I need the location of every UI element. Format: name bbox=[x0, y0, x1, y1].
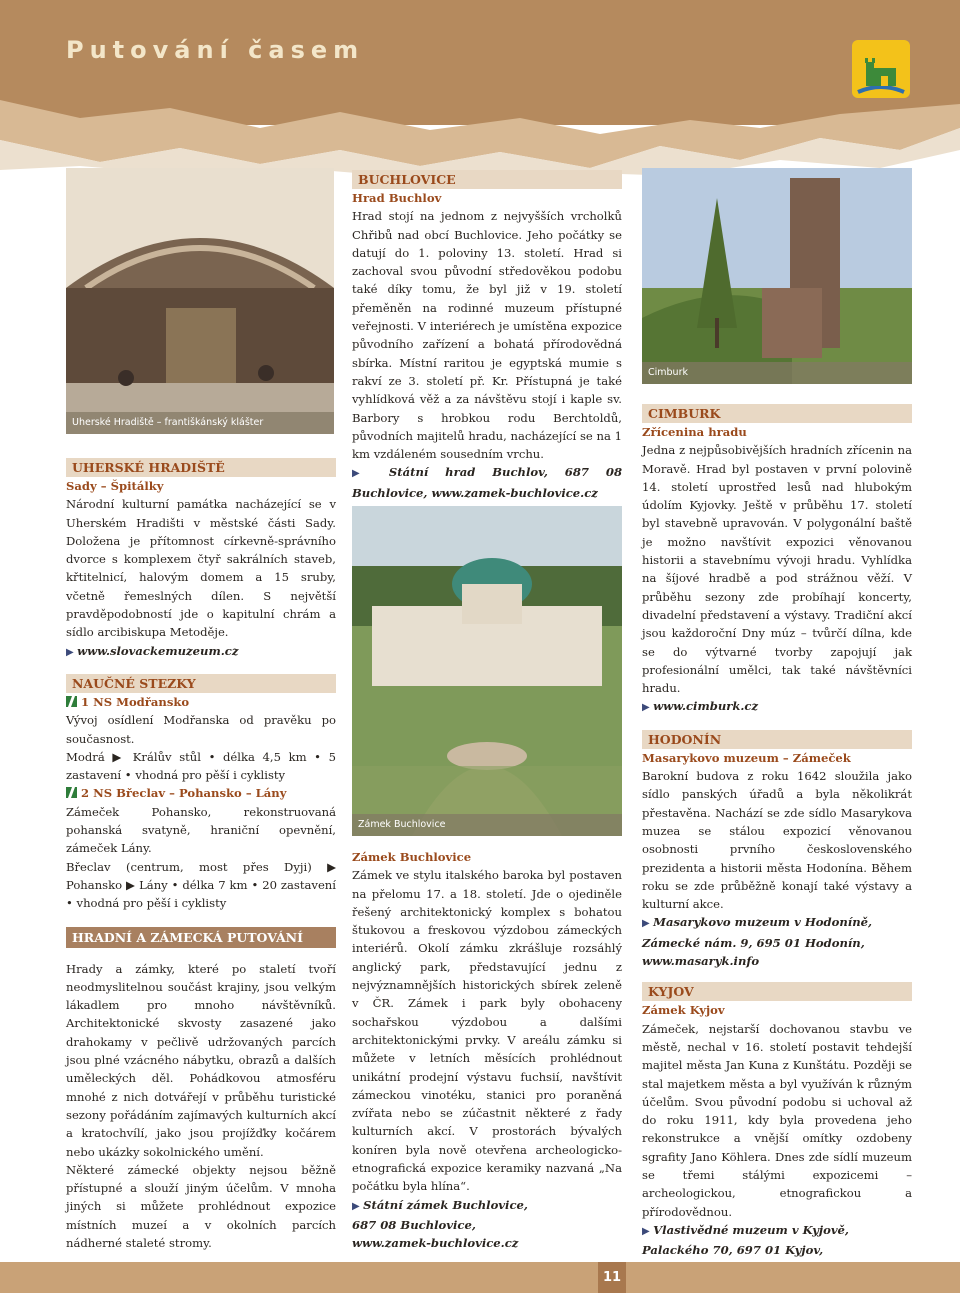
kyjov-address: Palackého 70, 697 01 Kyjov, bbox=[642, 1243, 824, 1258]
arrow-right-icon: ▶ bbox=[352, 1200, 364, 1212]
section-heading-hodonin: HODONÍN bbox=[642, 730, 912, 749]
uherske-hradiste-text: Národní kulturní památka nacházející se v Uherském Hradišti v městské části Sady. Doložena je přítomnost církevně-správního dvorce s komplexem čtyř sakrálních staveb, křtitelnicí, halovým domem a 15 sruby, včetně řemeslných dílen. S největší pravděpodobností jde o kapitulní chrám a sídlo arcibiskupa Metoděje. bbox=[66, 497, 336, 640]
hodonin-address: Zámecké nám. 9, 695 01 Hodonín, bbox=[642, 935, 865, 950]
trail-1-route: Modrá ▶ Králův stůl • délka 4,5 km • 5 zastavení • vhodná pro pěší i cyklisty bbox=[66, 749, 336, 783]
link-cimburk[interactable]: ▶ www.cimburk.cz bbox=[642, 699, 759, 714]
trail-2-title: 2 NS Břeclav – Pohansko – Lány bbox=[66, 784, 336, 802]
castles-text-1: Hrady a zámky, které po staletí tvoří neodmyslitelnou součást krajiny, jsou velkým lákadlem pro mnoho návštěvníků. Architektonické skvosty zasazené jako drahokamy v pečlivě udržovaných parcích jsou plné vzácného nábytku, obrazů a dalších uměleckých děl. Pohádkovou atmosféru mnohé z nich dotvářejí v průběhu turistické sezony pořádáním zajímavých kulturních akcí a kratochvílí, jako jsou projížďky kočárem nebo ukázky sokolnického umění. bbox=[66, 961, 336, 1159]
subheading-zricenina-hradu: Zřícenina hradu bbox=[642, 425, 747, 439]
link-masaryk-info[interactable]: www.masaryk.info bbox=[642, 954, 760, 969]
column-left bbox=[66, 458, 336, 1252]
section-heading-cimburk: CIMBURK bbox=[642, 404, 912, 423]
link-masarykovo-muzeum[interactable]: ▶ Masarykovo muzeum v Hodoníně, bbox=[642, 915, 873, 930]
trail-1-title: 1 NS Modřansko bbox=[66, 693, 336, 711]
section-heading-uherske-hradiste: UHERSKÉ HRADIŠTĚ bbox=[66, 458, 336, 477]
subheading-masarykovo-muzeum: Masarykovo muzeum – Zámeček bbox=[642, 750, 851, 765]
subheading-zamek-buchlovice: Zámek Buchlovice bbox=[352, 850, 472, 864]
trail-2-route: Břeclav (centrum, most přes Dyji) ▶ Pohansko ▶ Lány • délka 7 km • 20 zastavení • vhodná pro pěší i cyklisty bbox=[66, 859, 336, 911]
link-zamek-buchlovice-url[interactable]: www.zamek-buchlovice.cz bbox=[352, 1236, 519, 1251]
cimburk-text: Jedna z nejpůsobivějších hradních zřícenin na Moravě. Hrad byl postaven v první polovině 14. století uprostřed lesů nad hlubokým údolím Kyjovky. Ještě v průběhu 17. století byl stavebně upravován. V polygonální baště je možno navštívit expozici věnovanou historii a stavebnímu vývoji hradu. Vyhlídka na šíjové hradbě a pod strážnou věží. V průběhu sezony zde probíhají koncerty, divadelní představení a výstavy. Tradiční akcí jsou každoroční Dny múz – tvůrčí dílna, kde se do výtvarné tvorby zapojují jak profesionální umělci, tak také návštěvníci hradu. bbox=[642, 443, 912, 696]
hodonin-text: Barokní budova z roku 1642 sloužila jako sídlo panských úřadů a byla několikrát přestavěna. Nachází se zde sídlo Masarykova muzea se stálou expozicí věnovanou osobnosti prvního československého prezidenta a historii města Hodonína. Během roku se zde průběžně konají také výstavy a kulturní akce. bbox=[642, 769, 912, 912]
monastery-interior-image bbox=[66, 168, 334, 434]
page-title: Putování časem bbox=[66, 36, 365, 64]
section-heading-naucne-stezky: NAUČNÉ STEZKY bbox=[66, 674, 336, 693]
link-vlastivedne-muzeum[interactable]: ▶ Vlastivědné muzeum v Kyjově, bbox=[642, 1222, 849, 1237]
arrow-right-icon: ▶ bbox=[352, 468, 389, 480]
trail-2-text: Zámeček Pohansko, rekonstruovaná pohanská svatyně, hraniční opevnění, zámeček Lány. bbox=[66, 804, 336, 856]
section-heading-buchlovice: BUCHLOVICE bbox=[352, 170, 622, 189]
link-slovackemuzeum[interactable]: ▶ www.slovackemuzeum.cz bbox=[66, 643, 239, 658]
page-footer bbox=[0, 1262, 960, 1293]
photo-caption: Zámek Buchlovice bbox=[352, 814, 622, 836]
buchlov-text: Hrad stojí na jednom z nejvyšších vrcholků Chřibů nad obcí Buchlovice. Jeho počátky se datují do 1. poloviny 13. století. Hrad si zachoval svou původní středověkou podobu také díky tomu, že byl již v 19. století přeměněn na rodinné muzeum přístupné veřejnosti. V interiérech je umístěna expozice původního zařízení a bohatá přírodovědná sbírka. Místní raritou je egyptská mumie s rakví ze 3. století př. Kr. Přístupná je také vyhlídková věž a za návštěvu stojí i kaple sv. Barbory s hrobkou rodu Berchtoldů, původních majitelů hradu, nacházející se na 1 km vzdáleném sousedním vrchu. bbox=[352, 209, 622, 462]
subheading-hrad-buchlov: Hrad Buchlov bbox=[352, 191, 442, 205]
arrow-right-icon: ▶ bbox=[642, 702, 654, 714]
section-heading-hradni-zamecka: HRADNÍ A ZÁMECKÁ PUTOVÁNÍ bbox=[66, 927, 336, 948]
photo-cimburk bbox=[642, 168, 912, 384]
column-right bbox=[642, 404, 912, 1278]
photo-uherske-hradiste bbox=[66, 168, 334, 434]
castle-logo-icon bbox=[852, 40, 910, 98]
chateau-image bbox=[352, 506, 622, 836]
trail-marker-icon bbox=[66, 696, 77, 707]
arrow-right-icon: ▶ bbox=[642, 918, 654, 930]
castle-ruin-image bbox=[642, 168, 912, 384]
kyjov-text: Zámeček, nejstarší dochovanou stavbu ve městě, nechal v 16. století postavit tehdejší majitel města Jan Kuna z Kunštátu. Později se stal majetkem města a byl využíván k různým účelům. Svou původní podobu si uchoval až do roku 1911, kdy byla provedena jeho rekonstrukce a vnější omítky ozdobeny sgrafity Jano Köhlera. Dnes zde sídlí muzeum se třemi stálými expozicemi – archeologickou, etnografickou a přírodovědnou. bbox=[642, 1021, 912, 1219]
photo-caption: Uherské Hradiště – františkánský klášter bbox=[66, 412, 334, 434]
column-middle bbox=[352, 170, 622, 502]
section-heading-kyjov: KYJOV bbox=[642, 982, 912, 1001]
link-hrad-buchlov[interactable]: ▶ Státní hrad Buchlov, 687 08 Buchlovice, www.zamek-buchlovice.cz bbox=[352, 465, 623, 500]
subheading-sady-spitalky: Sady – Špitálky bbox=[66, 479, 164, 493]
photo-caption: Cimburk bbox=[642, 362, 912, 384]
castles-text-2: Některé zámecké objekty nejsou běžně přístupné a slouží jiným účelům. V mnoha jiných si můžete prohlédnout expozice místních muzeí a v okolních parcích nádherné staleté stromy. bbox=[66, 1162, 336, 1250]
subheading-zamek-kyjov: Zámek Kyjov bbox=[642, 1003, 725, 1018]
link-zamek-buchlovice[interactable]: ▶ Státní zámek Buchlovice, bbox=[352, 1197, 528, 1212]
arrow-right-icon: ▶ bbox=[66, 646, 78, 658]
zamek-buchlovice-text: Zámek ve stylu italského baroka byl postaven na přelomu 17. a 18. století. Jde o ojediněle řešený architektonický komplex s bohatou štukovou a freskovou výzdobou zámeckých interiérů. Okolí zámku zkrášluje rozsáhlý anglický park, představující jednu z nejvýznamnějších historických sbírek zeleně v ČR. Zámek i park byly obohaceny sochařskou výzdobou a dalšími architektonickými prvky. V areálu zámku si můžete v letních měsících prohlédnout unikátní prodejní výstavu fuchsií, navštívit zámeckou vinotéku, stanici pro poraněná zvířata nebo se zúčastnit některé z řady kulturních akcí. V prostorách bývalých koníren byla nově otevřena archeologicko-etnografická expozice keramiky nazvaná „Na počátku byla hlína“. bbox=[352, 868, 622, 1194]
column-middle-lower bbox=[352, 848, 622, 1253]
trail-1-text: Vývoj osídlení Modřanska od pravěku po současnost. bbox=[66, 713, 336, 746]
torn-paper-banner bbox=[0, 0, 960, 180]
arrow-right-icon: ▶ bbox=[642, 1225, 654, 1237]
page-number: 11 bbox=[598, 1262, 626, 1293]
page-header bbox=[0, 0, 960, 180]
trail-marker-icon bbox=[66, 787, 77, 798]
link-zamek-buchlovice-address: 687 08 Buchlovice, bbox=[352, 1217, 476, 1232]
photo-zamek-buchlovice bbox=[352, 506, 622, 836]
